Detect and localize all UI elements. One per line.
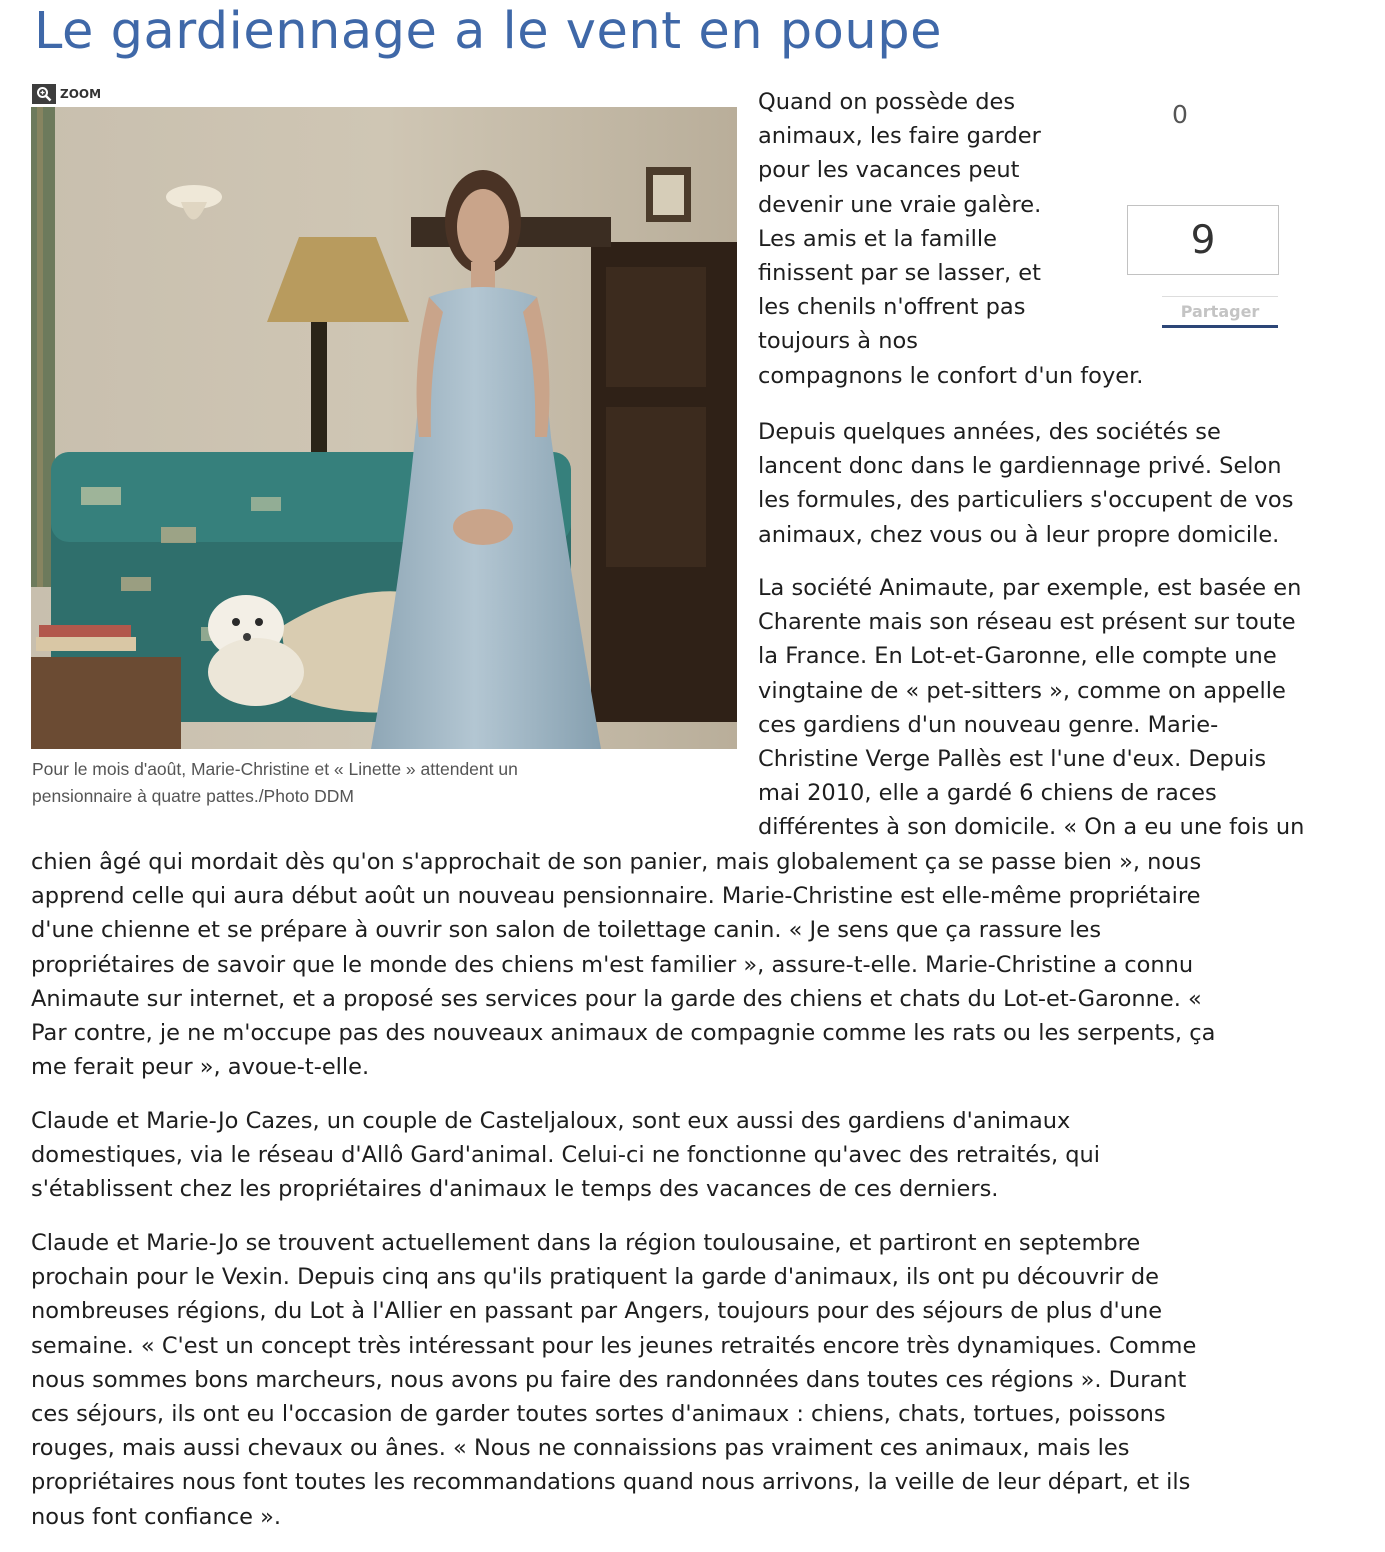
paragraph-line: nous font confiance ».: [31, 1503, 281, 1530]
paragraph-line: rouges, mais aussi chevaux ou ânes. « Nous ne connaissions pas vraiment ces animaux, mais les: [31, 1435, 1130, 1462]
zoom-button[interactable]: [32, 84, 101, 104]
paragraph-line: Quand on possède des: [758, 89, 1016, 115]
share-button[interactable]: Partager: [1162, 296, 1278, 328]
paragraph-line: semaine. « C'est un concept très intéressant pour les jeunes retraités encore très dynamiques. Comme: [31, 1332, 1197, 1359]
paragraph-line: les formules, des particuliers s'occupent de vos: [758, 487, 1294, 514]
paragraph-line: mai 2010, elle a gardé 6 chiens de races: [758, 780, 1217, 807]
article-photo[interactable]: [31, 107, 737, 749]
paragraph-line: Charente mais son réseau est présent sur toute: [758, 609, 1296, 636]
caption-line-2: pensionnaire à quatre pattes./Photo DDM: [32, 786, 354, 806]
paragraph-1: [758, 85, 1143, 393]
paragraph-5: [31, 1226, 1196, 1534]
paragraph-line: propriétaires de savoir que le monde des chiens m'est familier », assure-t-elle. Marie-Christine a connu: [31, 951, 1194, 978]
paragraph-line: Claude et Marie-Jo Cazes, un couple de Casteljaloux, sont eux aussi des gardiens d'animaux: [31, 1108, 1071, 1134]
paragraph-line: la France. En Lot-et-Garonne, elle compte une: [758, 643, 1277, 670]
paragraph-line: chien âgé qui mordait dès qu'on s'approchait de son panier, mais globalement ça se passe bien », nous: [31, 849, 1202, 875]
paragraph-line: Christine Verge Pallès est l'une d'eux. Depuis: [758, 745, 1267, 772]
share-count-box: 9: [1127, 205, 1279, 275]
paragraph-line: s'établissent chez les propriétaires d'animaux le temps des vacances de ces derniers.: [31, 1176, 999, 1203]
article-title: Le gardiennage a le vent en poupe: [34, 2, 942, 61]
photo-caption: [32, 756, 672, 810]
photo-scene: [31, 107, 737, 749]
paragraph-line: Par contre, je ne m'occupe pas des nouveaux animaux de compagnie comme les rats ou les serpents, ça: [31, 1019, 1216, 1046]
paragraph-line: les chenils n'offrent pas: [758, 294, 1026, 321]
paragraph-line: prochain pour le Vexin. Depuis cinq ans qu'ils pratiquent la garde d'animaux, ils ont pu découvrir de: [31, 1264, 1159, 1291]
paragraph-line: différentes à son domicile. « On a eu une fois un: [758, 814, 1305, 841]
paragraph-line: animaux, chez vous ou à leur propre domicile.: [758, 521, 1280, 548]
paragraph-line: nous sommes bons marcheurs, nous avons pu faire des randonnées dans toutes ces régions ». Durant: [31, 1366, 1187, 1393]
paragraph-line: ces séjours, ils ont eu l'occasion de garder toutes sortes d'animaux : chiens, chats, tortues, poissons: [31, 1400, 1166, 1427]
paragraph-line: Claude et Marie-Jo se trouvent actuellement dans la région toulousaine, et partiront en septembre: [31, 1230, 1141, 1256]
paragraph-3-side: [758, 571, 1304, 845]
paragraph-line: Les amis et la famille: [758, 225, 997, 252]
paragraph-line: compagnons le confort d'un foyer.: [758, 362, 1144, 389]
paragraph-line: toujours à nos: [758, 328, 918, 355]
paragraph-line: La société Animaute, par exemple, est basée en: [758, 575, 1302, 601]
paragraph-line: d'une chienne et se prépare à ouvrir son salon de toilettage canin. « Je sens que ça rassure les: [31, 917, 1102, 944]
paragraph-line: me ferait peur », avoue-t-elle.: [31, 1054, 370, 1081]
magnifier-icon: [32, 84, 56, 104]
paragraph-line: lancent donc dans le gardiennage privé. Selon: [758, 453, 1282, 480]
paragraph-line: apprend celle qui aura début août un nouveau pensionnaire. Marie-Christine est elle-même propriétaire: [31, 883, 1201, 910]
zoom-label: ZOOM: [60, 87, 102, 101]
paragraph-line: ces gardiens d'un nouveau genre. Marie-: [758, 711, 1219, 738]
paragraph-line: pour les vacances peut: [758, 157, 1020, 184]
paragraph-line: devenir une vraie galère.: [758, 191, 1042, 218]
paragraph-2: [758, 415, 1293, 552]
caption-line-1: Pour le mois d'août, Marie-Christine et « Linette » attendent un: [32, 759, 518, 779]
paragraph-line: finissent par se lasser, et: [758, 259, 1041, 286]
paragraph-line: animaux, les faire garder: [758, 123, 1041, 150]
paragraph-line: nombreuses régions, du Lot à l'Allier en passant par Angers, toujours pour des séjours de plus d'une: [31, 1298, 1163, 1325]
paragraph-line: vingtaine de « pet-sitters », comme on appelle: [758, 677, 1286, 704]
paragraph-line: Animaute sur internet, et a proposé ses services pour la garde des chiens et chats du Lot-et-Garonne. «: [31, 985, 1202, 1012]
paragraph-line: propriétaires nous font toutes les recommandations quand nous arrivons, la veille de leur départ, et ils: [31, 1469, 1191, 1496]
paragraph-3-full: [31, 845, 1215, 1084]
share-count-top: 0: [1172, 100, 1188, 129]
paragraph-line: domestiques, via le réseau d'Allô Gard'animal. Celui-ci ne fonctionne qu'avec des retraités, qui: [31, 1142, 1101, 1169]
paragraph-line: Depuis quelques années, des sociétés se: [758, 419, 1221, 445]
paragraph-4: [31, 1104, 1100, 1207]
